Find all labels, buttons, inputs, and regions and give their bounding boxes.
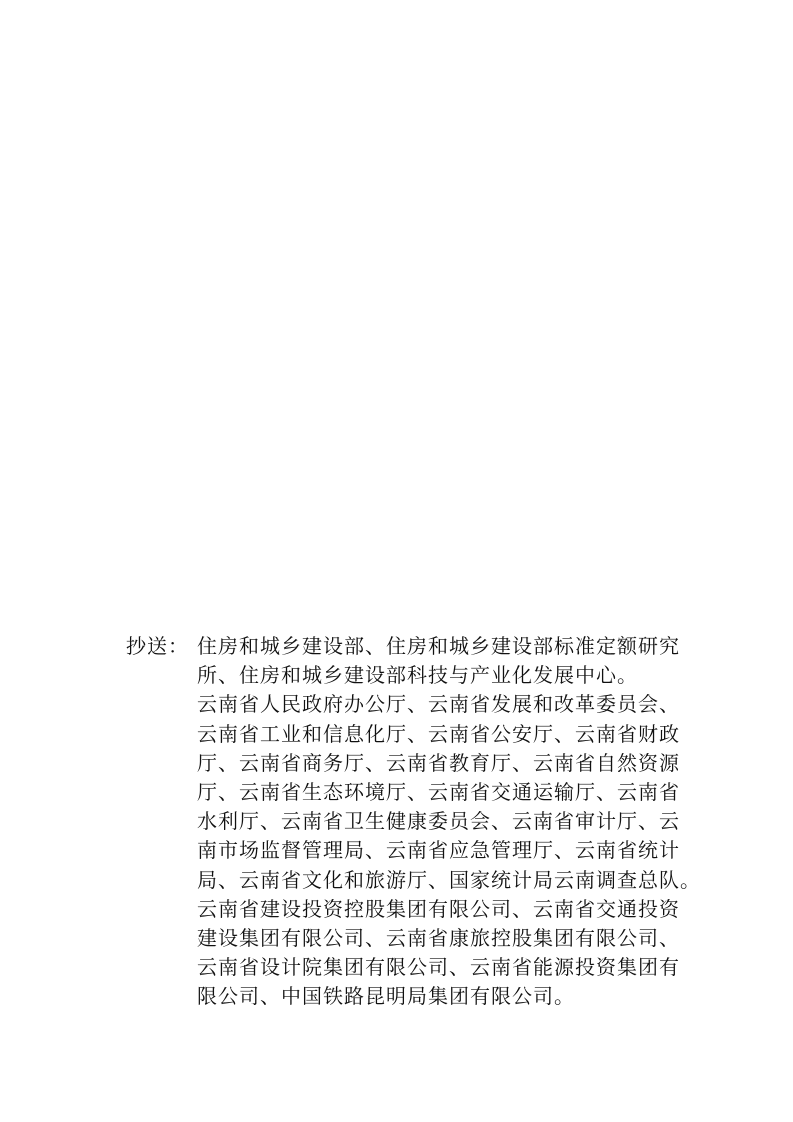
cc-line: 云南省设计院集团有限公司、云南省能源投资集团有 xyxy=(197,955,680,980)
cc-line: 云南省建设投资控股集团有限公司、云南省交通投资 xyxy=(197,896,680,921)
cc-line: 建设集团有限公司、云南省康旅控股集团有限公司、 xyxy=(197,926,680,951)
cc-line: 云南省人民政府办公厅、云南省发展和改革委员会、 xyxy=(197,692,680,717)
cc-line: 厅、云南省生态环境厅、云南省交通运输厅、云南省 xyxy=(197,780,680,805)
cc-line: 南市场监督管理局、云南省应急管理厅、云南省统计 xyxy=(197,838,680,863)
cc-label: 抄送： xyxy=(126,634,189,658)
cc-line: 水利厅、云南省卫生健康委员会、云南省审计厅、云 xyxy=(197,809,680,834)
cc-line: 厅、云南省商务厅、云南省教育厅、云南省自然资源 xyxy=(197,750,680,775)
cc-recipient-list xyxy=(197,632,701,1012)
cc-line: 局、云南省文化和旅游厅、国家统计局云南调查总队。 xyxy=(197,867,701,892)
cc-line: 限公司、中国铁路昆明局集团有限公司。 xyxy=(197,984,575,1009)
cc-line: 所、住房和城乡建设部科技与产业化发展中心。 xyxy=(197,663,638,688)
cc-line: 云南省工业和信息化厅、云南省公安厅、云南省财政 xyxy=(197,721,680,746)
cc-line: 住房和城乡建设部、住房和城乡建设部标准定额研究 xyxy=(197,634,680,658)
